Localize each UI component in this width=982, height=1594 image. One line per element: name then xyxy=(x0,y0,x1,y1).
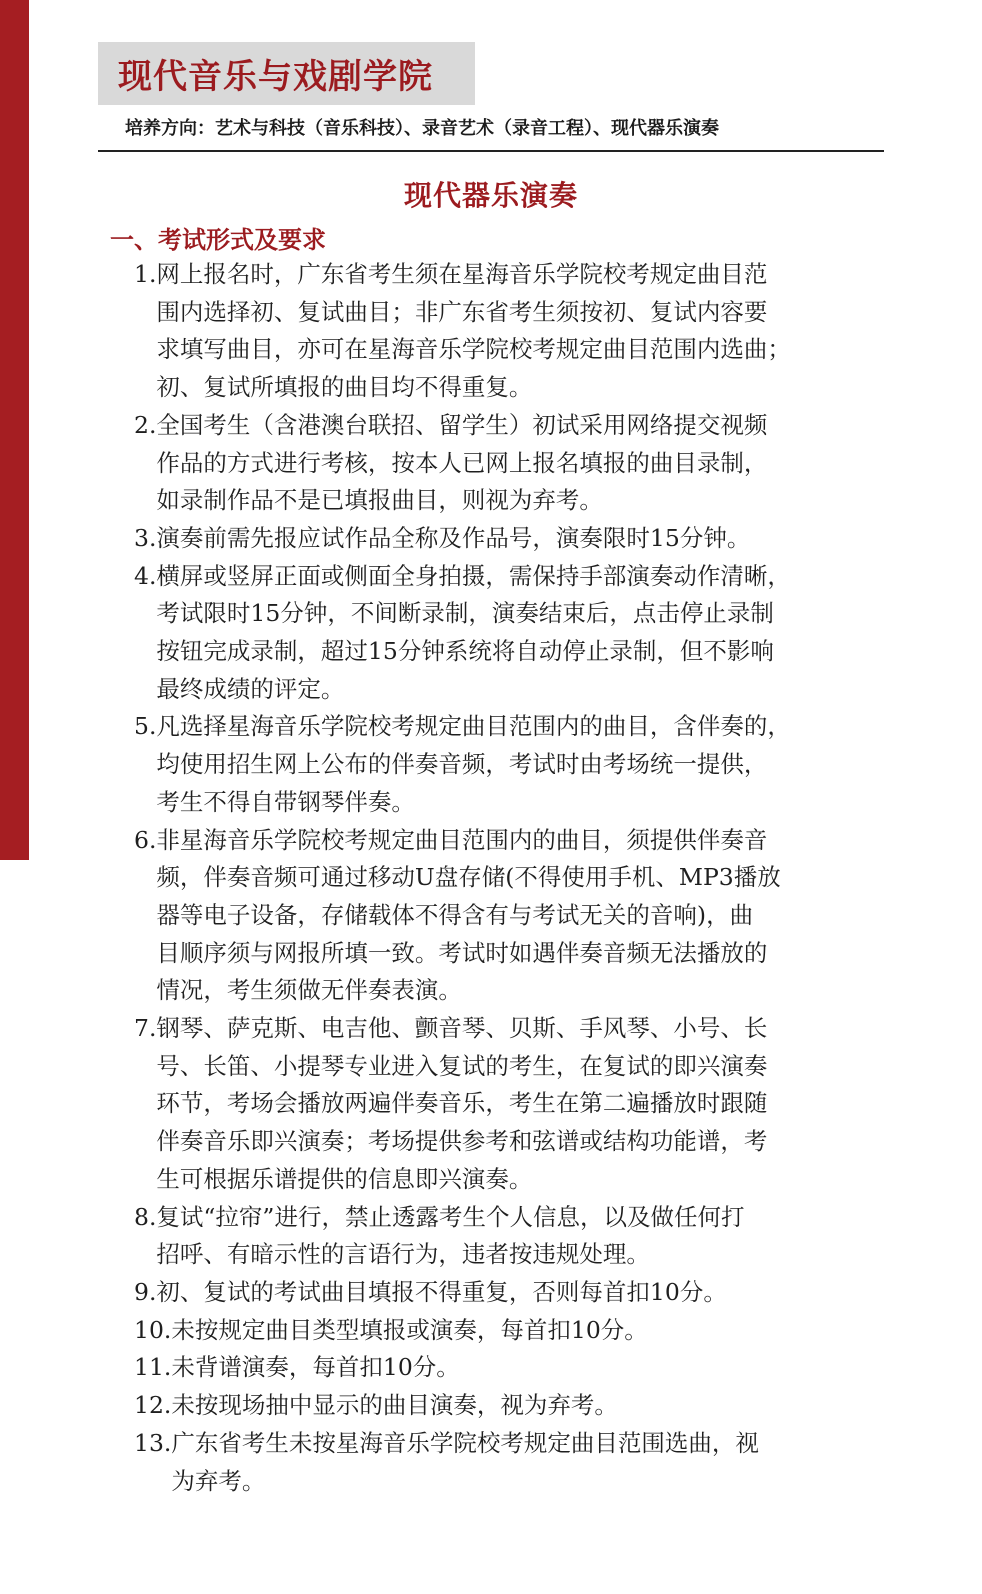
item-text-line: 初、复试所填报的曲目均不得重复。 xyxy=(156,373,533,402)
item-text-line: 环节，考场会播放两遍伴奏音乐，考生在第二遍播放时跟随 xyxy=(156,1089,768,1118)
list-item xyxy=(130,708,865,821)
item-text xyxy=(156,407,865,520)
item-text-line: 考试限时15分钟，不间断录制，演奏结束后，点击停止录制 xyxy=(156,599,774,628)
item-text-line: 广东省考生未按星海音乐学院校考规定曲目范围选曲，视 xyxy=(171,1428,759,1457)
item-text-line: 横屏或竖屏正面或侧面全身拍摄，需保持手部演奏动作清晰， xyxy=(156,561,791,590)
item-text-line: 未按规定曲目类型填报或演奏，每首扣10分。 xyxy=(171,1315,648,1344)
list-item xyxy=(130,407,865,520)
item-number: 10. xyxy=(134,1315,172,1344)
item-text-line: 按钮完成录制，超过15分钟系统将自动停止录制，但不影响 xyxy=(156,637,774,666)
item-text-line: 情况，考生须做无伴奏表演。 xyxy=(156,976,462,1005)
college-title-box xyxy=(98,42,475,105)
item-number: 6. xyxy=(134,825,157,854)
item-text-line: 如录制作品不是已填报曲目，则视为弃考。 xyxy=(156,486,603,515)
list-item xyxy=(130,256,865,407)
item-text xyxy=(156,256,865,407)
item-number: 1. xyxy=(134,260,157,288)
item-text-line: 凡选择星海音乐学院校考规定曲目范围内的曲目，含伴奏的， xyxy=(156,712,791,741)
item-text-line: 均使用招生网上公布的伴奏音频，考试时由考场统一提供， xyxy=(156,750,768,779)
item-text-line: 频，伴奏音频可通过移动U盘存储(不得使用手机、MP3播放 xyxy=(156,863,781,892)
list-item xyxy=(130,822,865,1011)
item-text-line: 器等电子设备，存储载体不得含有与考试无关的音响)，曲 xyxy=(156,900,754,929)
item-text-line: 为弃考。 xyxy=(171,1466,266,1495)
list-item xyxy=(130,1425,865,1500)
item-number: 8. xyxy=(134,1202,157,1231)
item-text xyxy=(156,1010,865,1199)
item-text xyxy=(156,1274,865,1312)
item-text-line: 作品的方式进行考核，按本人已网上报名填报的曲目录制， xyxy=(156,448,768,477)
item-text-line: 围内选择初、复试曲目；非广东省考生须按初、复试内容要 xyxy=(156,297,768,326)
list-item xyxy=(130,1274,865,1312)
sub-heading-exam-format: 一、考试形式及要求 xyxy=(110,225,326,254)
item-text-line: 复试“拉帘”进行，禁止透露考生个人信息，以及做任何打 xyxy=(156,1202,745,1231)
item-number: 4. xyxy=(134,561,157,590)
list-item xyxy=(130,1387,865,1425)
training-directions: 培养方向：艺术与科技（音乐科技）、录音艺术（录音工程）、现代器乐演奏 xyxy=(125,118,719,139)
item-text-line: 非星海音乐学院校考规定曲目范围内的曲目，须提供伴奏音 xyxy=(156,825,768,854)
item-number: 2. xyxy=(134,410,157,439)
item-text-line: 号、长笛、小提琴专业进入复试的考生，在复试的即兴演奏 xyxy=(156,1051,768,1080)
item-text-line: 考生不得自带钢琴伴奏。 xyxy=(156,787,415,816)
item-number: 9. xyxy=(134,1277,157,1306)
item-text xyxy=(156,558,865,709)
college-title: 现代音乐与戏剧学院 xyxy=(118,57,433,97)
list-item xyxy=(130,1199,865,1274)
list-item xyxy=(130,520,865,558)
item-text xyxy=(156,1199,865,1274)
item-number: 7. xyxy=(134,1014,157,1043)
item-text xyxy=(156,520,865,558)
list-item xyxy=(130,1349,865,1387)
section-title: 现代器乐演奏 xyxy=(403,179,578,212)
item-text xyxy=(171,1312,865,1350)
item-number: 11. xyxy=(134,1353,172,1382)
header-divider xyxy=(98,150,884,152)
item-number: 13. xyxy=(134,1428,172,1457)
item-text-line: 未背谱演奏，每首扣10分。 xyxy=(171,1353,460,1382)
list-item xyxy=(130,1010,865,1199)
requirements-list xyxy=(130,256,865,1500)
item-text-line: 目顺序须与网报所填一致。考试时如遇伴奏音频无法播放的 xyxy=(156,938,768,967)
item-text xyxy=(171,1387,865,1425)
left-accent-bar xyxy=(0,0,29,860)
item-text xyxy=(156,708,865,821)
item-text xyxy=(156,822,865,1011)
item-text-line: 未按现场抽中显示的曲目演奏，视为弃考。 xyxy=(171,1391,618,1420)
item-text xyxy=(171,1349,865,1387)
list-item xyxy=(130,558,865,709)
item-number: 5. xyxy=(134,712,157,741)
item-text-line: 求填写曲目，亦可在星海音乐学院校考规定曲目范围内选曲； xyxy=(156,335,791,364)
item-text-line: 生可根据乐谱提供的信息即兴演奏。 xyxy=(156,1164,533,1193)
item-text-line: 演奏前需先报应试作品全称及作品号，演奏限时15分钟。 xyxy=(156,523,751,552)
item-number: 3. xyxy=(134,523,157,552)
list-item xyxy=(130,1312,865,1350)
item-text-line: 全国考生（含港澳台联招、留学生）初试采用网络提交视频 xyxy=(156,410,768,439)
item-text-line: 初、复试的考试曲目填报不得重复，否则每首扣10分。 xyxy=(156,1277,727,1306)
item-text-line: 钢琴、萨克斯、电吉他、颤音琴、贝斯、手风琴、小号、长 xyxy=(156,1014,768,1043)
item-text-line: 网上报名时，广东省考生须在星海音乐学院校考规定曲目范 xyxy=(156,260,768,288)
item-text-line: 伴奏音乐即兴演奏；考场提供参考和弦谱或结构功能谱，考 xyxy=(156,1127,768,1156)
item-text-line: 招呼、有暗示性的言语行为，违者按违规处理。 xyxy=(156,1240,650,1269)
item-text-line: 最终成绩的评定。 xyxy=(156,674,345,703)
item-text xyxy=(171,1425,865,1500)
item-number: 12. xyxy=(134,1391,172,1420)
